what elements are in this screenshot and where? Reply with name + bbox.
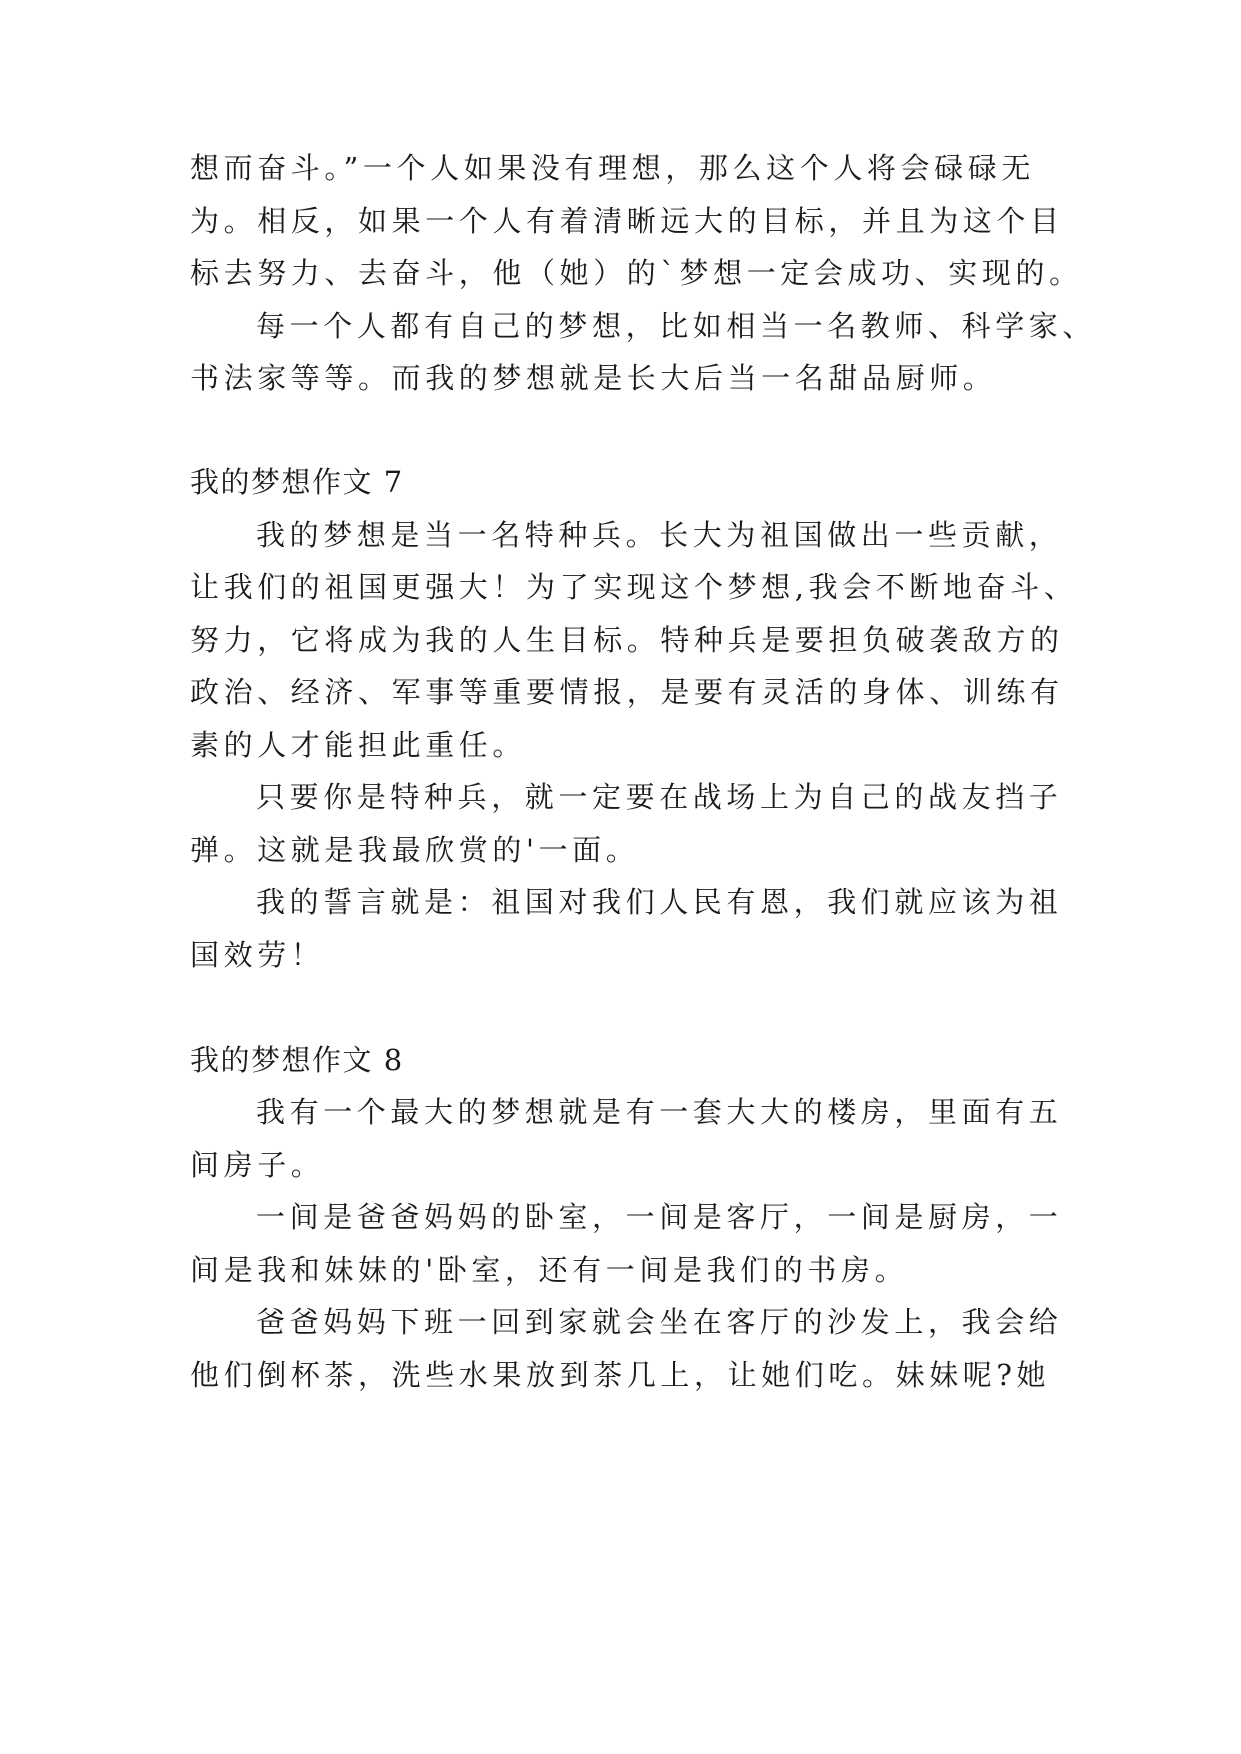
text-line: 国效劳！	[190, 938, 325, 972]
text-line: 为。相反，如果一个人有着清晰远大的目标，并且为这个目	[190, 204, 1064, 238]
text-line: 只要你是特种兵，就一定要在战场上为自己的战友挡子	[256, 780, 1063, 814]
text-line: 书法家等等。而我的梦想就是长大后当一名甜品厨师。	[190, 361, 997, 395]
essay-7-title: 我的梦想作文 7	[190, 465, 404, 499]
essay-8-title: 我的梦想作文 8	[190, 1043, 404, 1077]
text-line: 每一个人都有自己的梦想，比如相当一名教师、科学家、	[256, 309, 1097, 343]
text-line: 素的人才能担此重任。	[190, 728, 527, 762]
text-line: 爸爸妈妈下班一回到家就会坐在客厅的沙发上，我会给	[256, 1305, 1063, 1339]
text-line: 让我们的祖国更强大！为了实现这个梦想,我会不断地奋斗、	[190, 570, 1078, 604]
text-line: 我的梦想是当一名特种兵。长大为祖国做出一些贡献，	[256, 518, 1063, 552]
text-line: 我的誓言就是：祖国对我们人民有恩，我们就应该为祖	[256, 885, 1063, 919]
text-line: 我有一个最大的梦想就是有一套大大的楼房，里面有五	[256, 1095, 1063, 1129]
text-line: 弹。这就是我最欣赏的'一面。	[190, 833, 640, 867]
text-line: 间是我和妹妹的'卧室，还有一间是我们的书房。	[190, 1253, 909, 1287]
text-line: 政治、经济、军事等重要情报，是要有灵活的身体、训练有	[190, 675, 1064, 709]
text-line: 他们倒杯茶，洗些水果放到茶几上，让她们吃。妹妹呢?她	[190, 1358, 1051, 1392]
text-line: 想而奋斗。”一个人如果没有理想，那么这个人将会碌碌无	[190, 151, 1035, 185]
text-line: 努力，它将成为我的人生目标。特种兵是要担负破袭敌方的	[190, 623, 1064, 657]
text-line: 间房子。	[190, 1148, 325, 1182]
text-line: 标去努力、去奋斗，他（她）的`梦想一定会成功、实现的。	[190, 256, 1083, 290]
text-line: 一间是爸爸妈妈的卧室，一间是客厅，一间是厨房，一	[256, 1200, 1063, 1234]
